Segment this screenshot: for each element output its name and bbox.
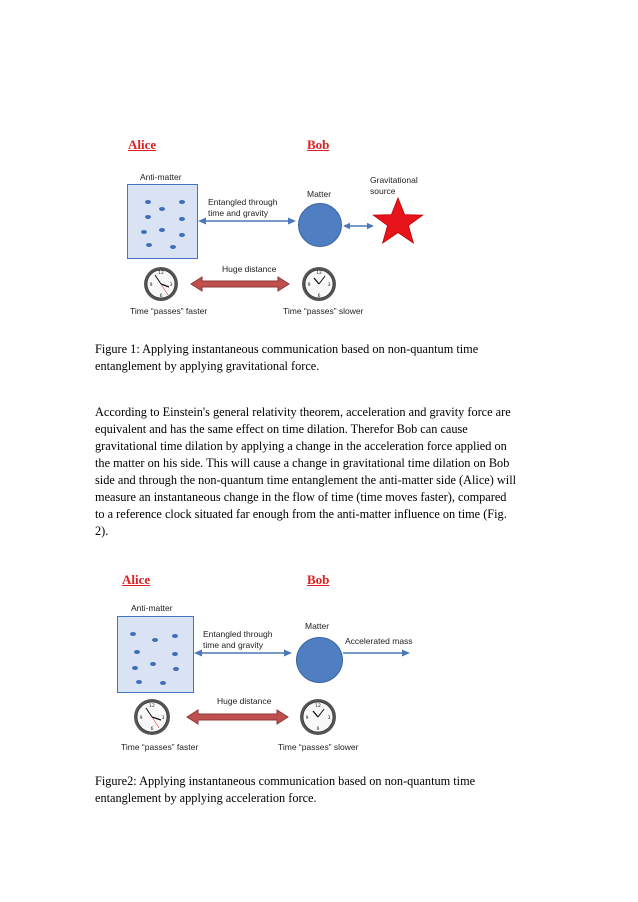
svg-text:12: 12 (149, 704, 155, 709)
time-faster-label: Time “passes” faster (130, 306, 208, 316)
gravitational-source-label: Gravitational source (370, 175, 418, 196)
svg-text:6: 6 (150, 727, 154, 732)
acceleration-arrow (343, 650, 410, 657)
figure-1-caption: Figure 1: Applying instantaneous communication based on non-quantum time entanglement by applying gravitational force. (95, 342, 479, 373)
svg-text:12: 12 (316, 271, 322, 276)
huge-distance-label: Huge distance (217, 696, 272, 706)
figure-2-caption: Figure2: Applying instantaneous communication based on non-quantum time entanglement by applying acceleration force. (95, 774, 476, 805)
svg-text:12: 12 (315, 704, 321, 709)
entangled-arrow (194, 650, 292, 657)
time-slower-label: Time “passes” slower (278, 742, 359, 752)
huge-distance-label: Huge distance (222, 264, 277, 274)
bob-label: Bob (307, 137, 330, 152)
alice-label: Alice (128, 137, 157, 152)
svg-text:3: 3 (161, 716, 165, 721)
clock-icon-slower (300, 699, 336, 735)
svg-text:6: 6 (159, 294, 163, 299)
svg-text:6: 6 (317, 294, 321, 299)
gravity-arrow (343, 223, 374, 229)
clock-icon-slower (302, 267, 336, 301)
accelerated-mass-label: Accelerated mass (345, 636, 413, 646)
body-paragraph: According to Einstein's general relativity theorem, acceleration and gravity force are equivalent and has the same effect on time dilation. Therefor Bob can cause gravitational time dilation by applying a change in the acceleration force applied on the matter on his side. This will cause a change in gravitational time dilation on Bob side and through the non-quantum time entanglement the anti-matter side (Alice) will measure an instantaneous change in the flow of time (time moves faster), compared to a reference clock situated far enough from the anti-matter influence on time (Fig. 2). (95, 405, 517, 538)
svg-text:12: 12 (158, 271, 164, 276)
time-faster-label: Time “passes” faster (121, 742, 199, 752)
bob-label: Bob (307, 572, 330, 587)
clock-icon-faster (134, 699, 170, 735)
matter-label: Matter (305, 621, 330, 631)
entangled-arrow (198, 218, 296, 225)
svg-text:3: 3 (327, 283, 331, 288)
entangled-label: Entangled through time and gravity (208, 197, 278, 218)
star-icon (373, 198, 422, 243)
svg-text:6: 6 (316, 727, 320, 732)
antimatter-label: Anti-matter (140, 172, 182, 182)
svg-text:9: 9 (139, 716, 143, 721)
entangled-label: Entangled through time and gravity (203, 629, 273, 650)
time-slower-label: Time “passes” slower (283, 306, 364, 316)
svg-text:3: 3 (327, 716, 331, 721)
figure-1-arrows (0, 0, 638, 330)
figure-2-arrows (0, 560, 638, 760)
clock-icon-faster (144, 267, 178, 301)
svg-text:9: 9 (305, 716, 309, 721)
antimatter-label: Anti-matter (131, 603, 173, 613)
svg-text:9: 9 (149, 283, 153, 288)
matter-label: Matter (307, 189, 332, 199)
alice-label: Alice (122, 572, 151, 587)
huge-distance-arrow (191, 277, 289, 291)
svg-text:9: 9 (307, 283, 311, 288)
svg-text:3: 3 (169, 283, 173, 288)
huge-distance-arrow (187, 710, 288, 724)
